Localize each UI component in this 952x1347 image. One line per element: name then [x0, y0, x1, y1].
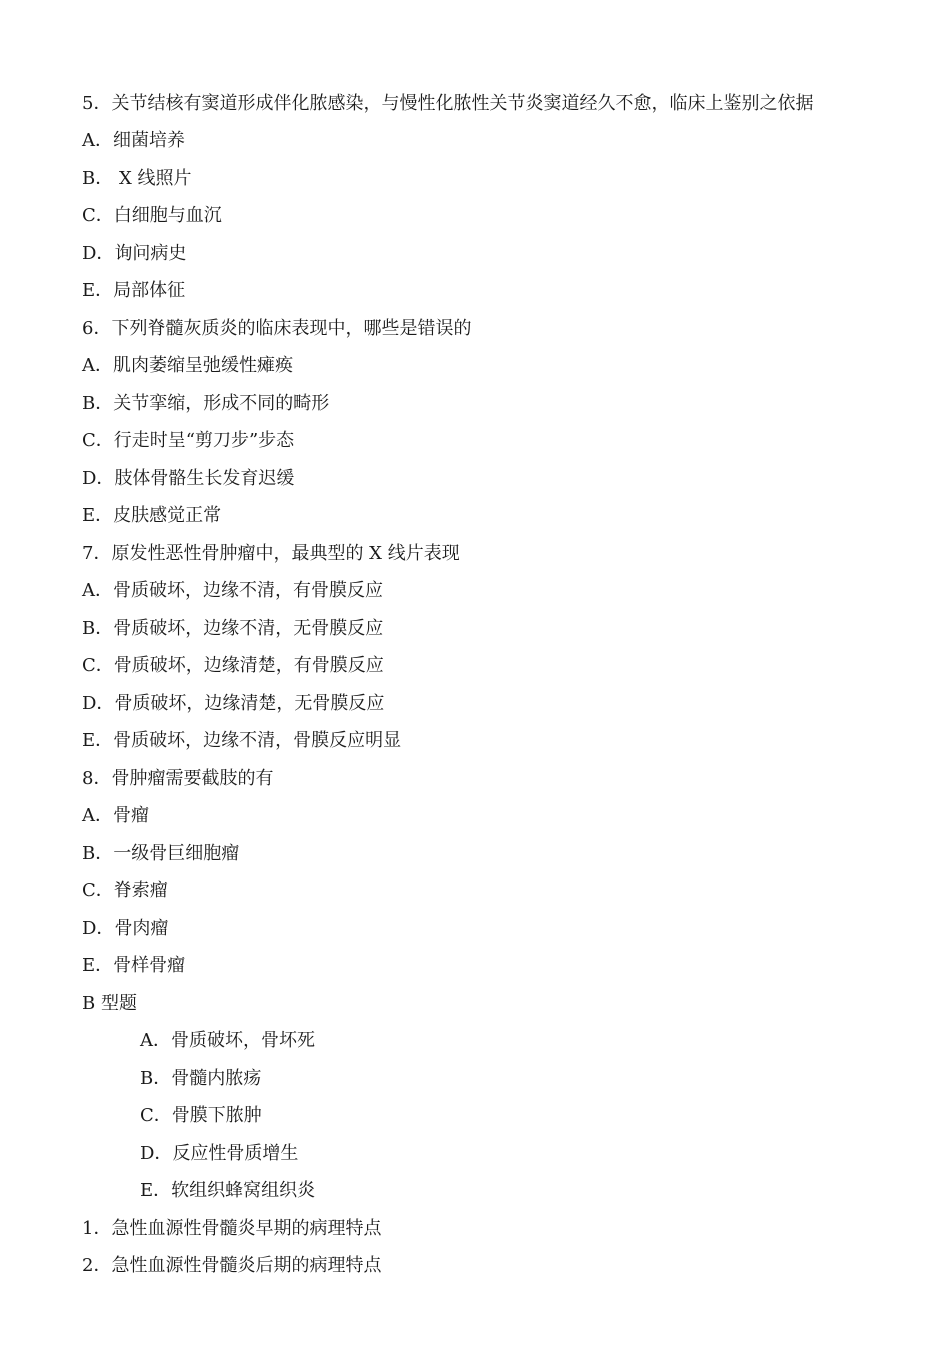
q6-option-c [82, 428, 294, 454]
option-label: E． [82, 505, 114, 526]
option-text: 行走时呈“剪刀步”步态 [113, 430, 295, 451]
q6-option-b [82, 391, 329, 417]
option-label: C． [82, 430, 114, 451]
q7-option-a [82, 578, 383, 604]
b-item-1 [82, 1216, 381, 1242]
option-label: A． [82, 805, 113, 826]
option-text: X 线照片 [113, 168, 192, 189]
option-label: B． [82, 618, 114, 639]
q5-option-a [82, 128, 185, 154]
option-text: 一级骨巨细胞瘤 [113, 843, 240, 864]
item-text: 急性血源性骨髓炎早期的病理特点 [111, 1218, 382, 1239]
item-text: 急性血源性骨髓炎后期的病理特点 [111, 1255, 382, 1276]
q8-option-a [82, 803, 149, 829]
q8-option-e [82, 953, 185, 979]
option-text: 肌肉萎缩呈弛缓性瘫痪 [113, 355, 293, 376]
question-8-stem [82, 766, 273, 792]
option-text: 白细胞与血沉 [113, 205, 222, 226]
q7-option-b [82, 616, 383, 642]
option-text: 皮肤感觉正常 [113, 505, 222, 526]
question-number: 7． [82, 543, 112, 564]
option-text: 骨质破坏，边缘清楚，有骨膜反应 [113, 655, 384, 676]
question-text: 下列脊髓灰质炎的临床表现中，哪些是错误的 [111, 318, 472, 339]
option-label: C． [140, 1105, 172, 1126]
option-label: A． [82, 355, 113, 376]
option-text: 关节挛缩，形成不同的畸形 [113, 393, 330, 414]
option-text: 骨肉瘤 [114, 918, 169, 939]
b-shared-option-b [140, 1066, 261, 1092]
option-label: B． [140, 1068, 172, 1089]
option-label: A． [82, 580, 113, 601]
option-text: 脊索瘤 [113, 880, 168, 901]
q6-option-a [82, 353, 293, 379]
option-text: 骨质破坏，边缘不清，有骨膜反应 [113, 580, 383, 601]
question-6-stem [82, 316, 471, 342]
option-label: D． [82, 918, 115, 939]
question-number: 5． [82, 93, 112, 114]
option-label: B． [82, 393, 114, 414]
option-label: B． [82, 843, 114, 864]
option-text: 肢体骨骼生长发育迟缓 [114, 468, 295, 489]
option-label: A． [82, 130, 113, 151]
option-text: 骨髓内脓疡 [171, 1068, 262, 1089]
q8-option-b [82, 841, 239, 867]
b-item-2 [82, 1253, 381, 1279]
q8-option-d [82, 916, 168, 942]
item-number: 2． [82, 1255, 112, 1276]
option-label: A． [140, 1030, 171, 1051]
question-5-stem [82, 91, 813, 117]
option-text: 软组织蜂窝组织炎 [171, 1180, 316, 1201]
q7-option-e [82, 728, 401, 754]
option-text: 反应性骨质增生 [172, 1143, 299, 1164]
option-label: E． [140, 1180, 172, 1201]
q5-option-b [82, 166, 192, 192]
q7-option-c [82, 653, 384, 679]
q7-option-d [82, 691, 384, 717]
question-number: 8． [82, 768, 112, 789]
question-number: 6． [82, 318, 112, 339]
option-label: D． [82, 243, 115, 264]
option-text: 细菌培养 [113, 130, 185, 151]
option-text: 骨质破坏，骨坏死 [171, 1030, 315, 1051]
option-text: 骨质破坏，边缘不清，无骨膜反应 [113, 618, 384, 639]
option-label: D． [82, 468, 115, 489]
option-label: C． [82, 880, 114, 901]
question-text: 骨肿瘤需要截肢的有 [111, 768, 274, 789]
b-shared-option-c [140, 1103, 262, 1129]
question-text: 关节结核有窦道形成伴化脓感染，与慢性化脓性关节炎窦道经久不愈，临床上鉴别之依据 [111, 93, 814, 114]
option-label: C． [82, 205, 114, 226]
q6-option-d [82, 466, 294, 492]
q5-option-d [82, 241, 186, 267]
option-text: 骨质破坏，边缘不清，骨膜反应明显 [113, 730, 402, 751]
q5-option-c [82, 203, 222, 229]
option-label: E． [82, 955, 114, 976]
item-number: 1． [82, 1218, 112, 1239]
option-text: 骨样骨瘤 [113, 955, 186, 976]
option-label: D． [82, 693, 115, 714]
option-text: 骨瘤 [113, 805, 149, 826]
option-text: 询问病史 [114, 243, 187, 264]
q5-option-e [82, 278, 185, 304]
option-label: C． [82, 655, 114, 676]
b-shared-option-e [140, 1178, 315, 1204]
option-label: B． [82, 168, 114, 189]
b-shared-option-d [140, 1141, 298, 1167]
question-7-stem [82, 541, 460, 567]
option-text: 骨膜下脓肿 [171, 1105, 262, 1126]
option-text: 局部体征 [113, 280, 186, 301]
option-label: D． [140, 1143, 173, 1164]
q6-option-e [82, 503, 221, 529]
option-label: E． [82, 730, 114, 751]
option-text: 骨质破坏，边缘清楚，无骨膜反应 [114, 693, 385, 714]
q8-option-c [82, 878, 168, 904]
section-b-heading: B 型题 [82, 993, 137, 1014]
option-label: E． [82, 280, 114, 301]
b-shared-option-a [140, 1028, 315, 1054]
question-text: 原发性恶性骨肿瘤中，最典型的 X 线片表现 [111, 543, 460, 564]
